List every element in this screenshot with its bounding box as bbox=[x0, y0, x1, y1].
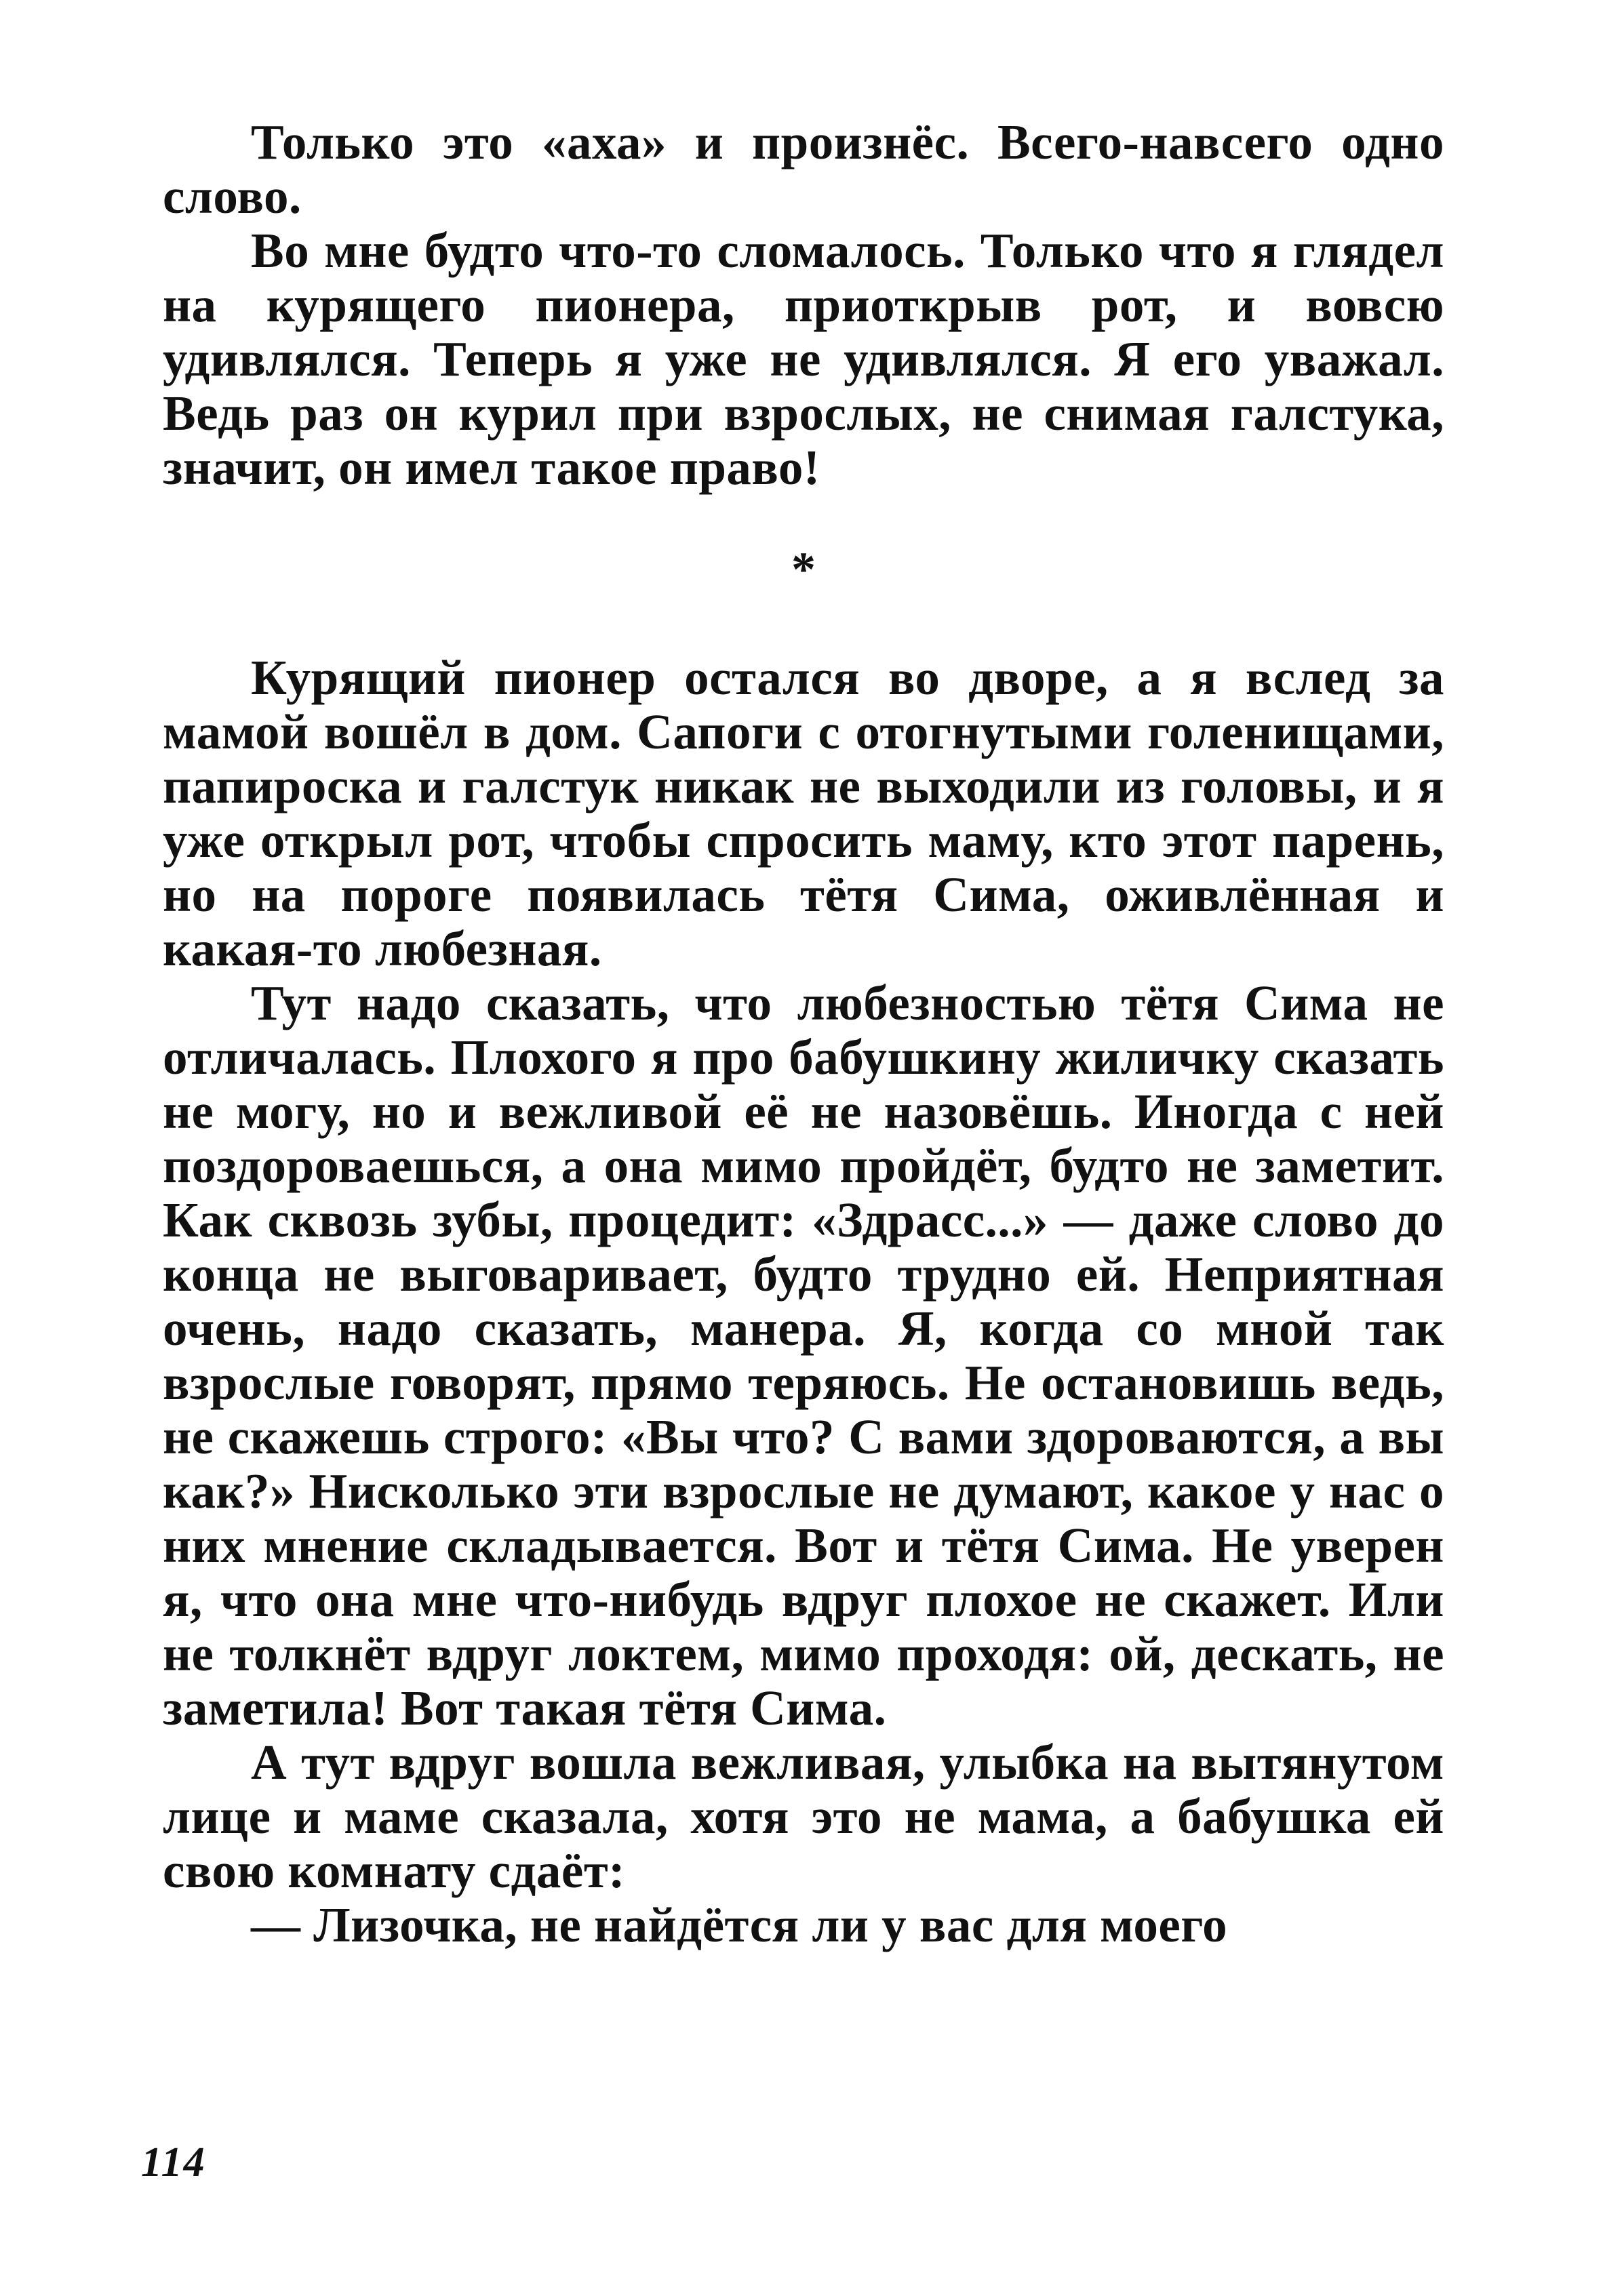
section-separator-asterisk: * bbox=[791, 542, 816, 597]
page-body bbox=[163, 115, 1444, 1952]
page-number: 114 bbox=[141, 2139, 206, 2186]
paragraph: Тут надо сказать, что любезностью тётя Сима не отличалась. Плохого я про бабушкину жиличку сказать не могу, но и вежливой её не назовёшь. Иногда с ней поздороваешься, а она мимо пройдёт, будто не заметит. Как сквозь зубы, процедит: «Здрасс...» — даже слово до конца не выговаривает, будто трудно ей. Неприятная очень, надо сказать, манера. Я, когда со мной так взрослые говорят, прямо теряюсь. Не остановишь ведь, не скажешь строго: «Вы что? С вами здороваются, а вы как?» Нисколько эти взрослые не думают, какое у нас о них мнение складывается. Вот и тётя Сима. Не уверен я, что она мне что-нибудь вдруг плохое не скажет. Или не толкнёт вдруг локтем, мимо проходя: ой, дескать, не заметила! Вот такая тётя Сима. bbox=[163, 975, 1444, 1735]
paragraph: — Лизочка, не найдётся ли у вас для моего bbox=[251, 1897, 1228, 1952]
paragraph: А тут вдруг вошла вежливая, улыбка на вытянутом лице и маме сказала, хотя это не мама, а бабушка ей свою комнату сдаёт: bbox=[163, 1735, 1444, 1898]
paragraph: Только это «аха» и произнёс. Всего-навсего одно слово. bbox=[163, 115, 1444, 224]
paragraph: Курящий пионер остался во дворе, а я вслед за мамой вошёл в дом. Сапоги с отогнутыми голенищами, папироска и галстук никак не выходили из головы, и я уже открыл рот, чтобы спросить маму, кто этот парень, но на пороге появилась тётя Сима, оживлённая и какая-то любезная. bbox=[163, 650, 1444, 976]
paragraph: Во мне будто что-то сломалось. Только что я глядел на курящего пионера, приоткрыв рот, и вовсю удивлялся. Теперь я уже не удивлялся. Я его уважал. Ведь раз он курил при взрослых, не снимая галстука, значит, он имел такое право! bbox=[163, 223, 1444, 495]
